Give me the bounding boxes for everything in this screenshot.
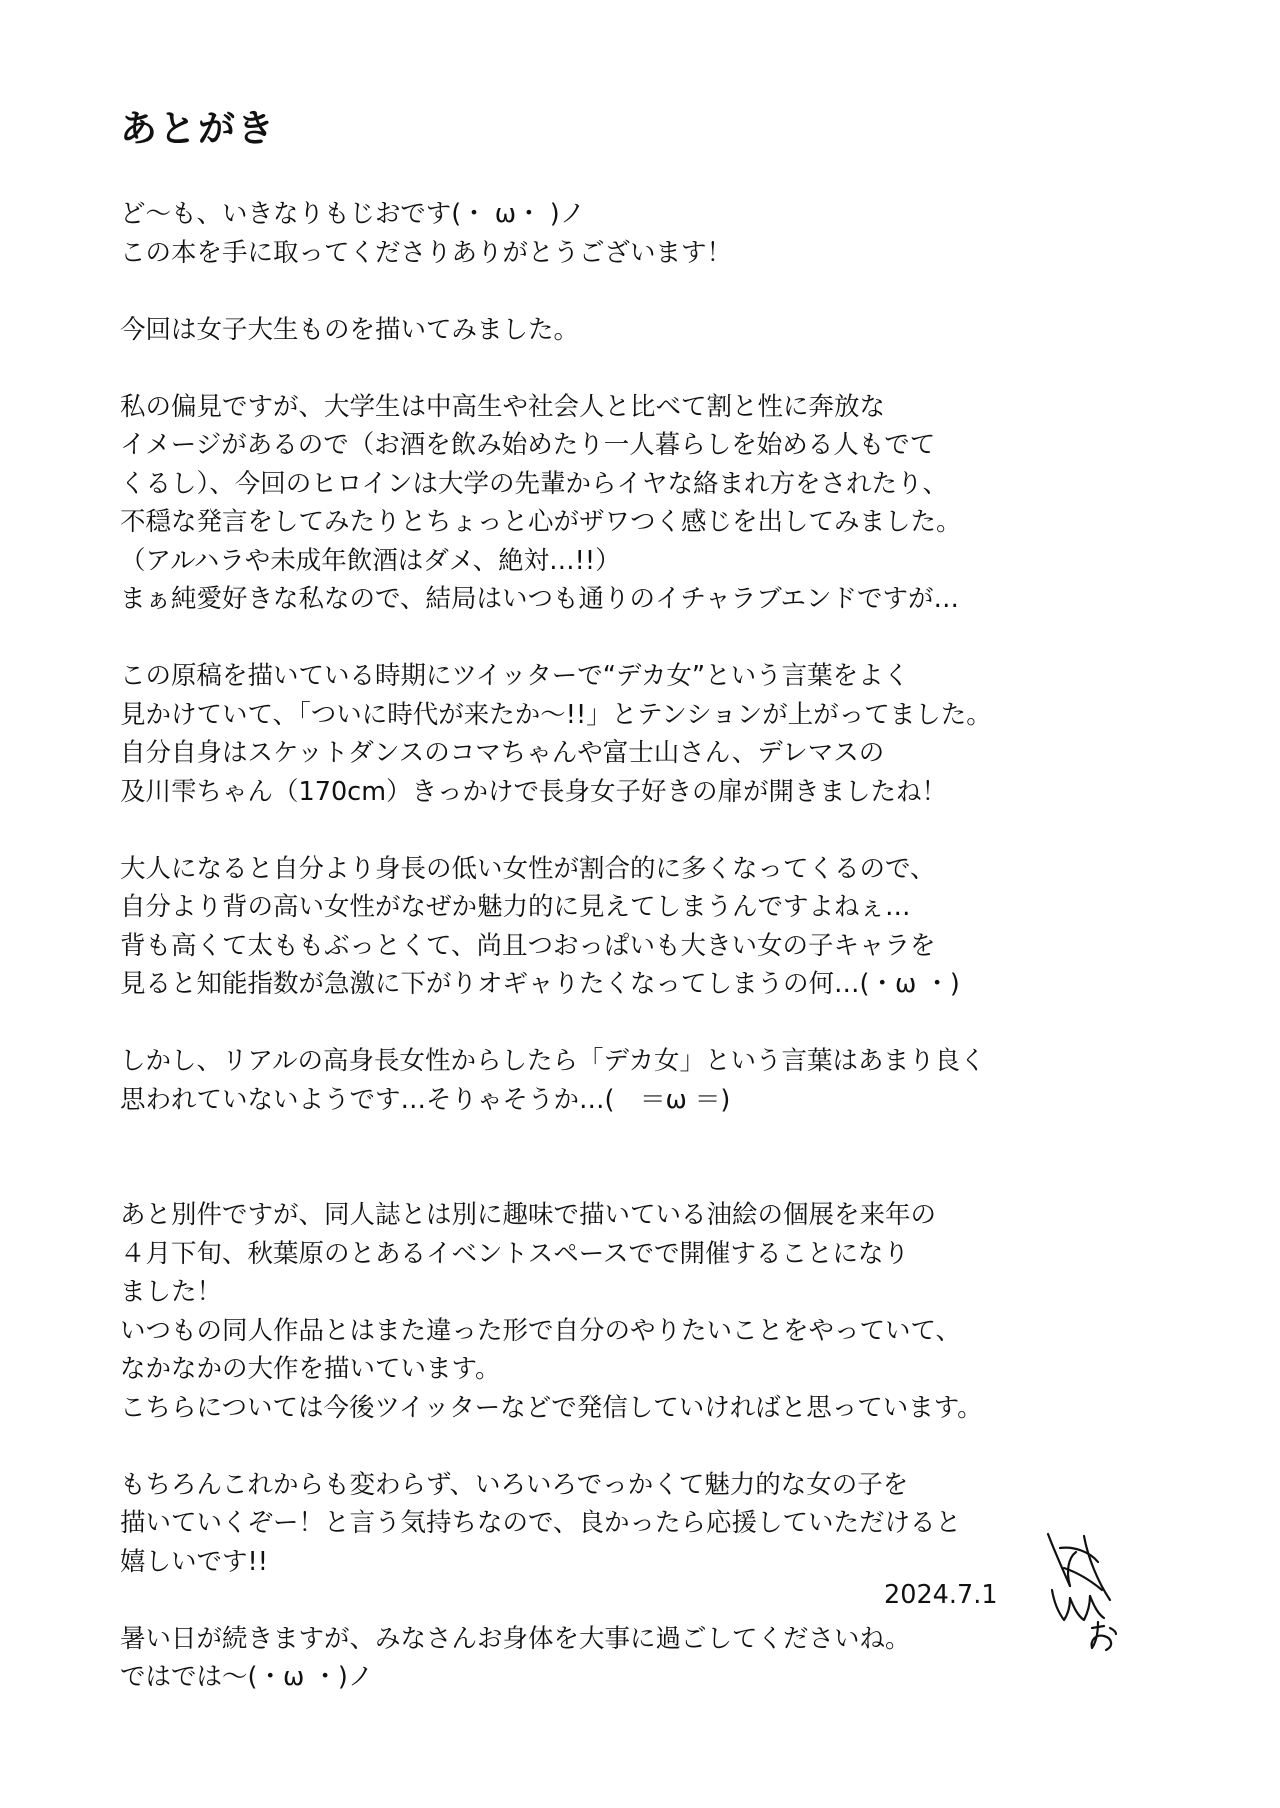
afterword-body [120, 195, 1200, 1697]
text-line: この原稿を描いている時期にツイッターで“デカ女”という言葉をよく [120, 661, 910, 691]
text-line: 不穏な発言をしてみたりとちょっと心がザワつく感じを出してみました。 [120, 507, 962, 537]
text-line: イメージがあるので（お酒を飲み始めたり一人暮らしを始める人もでて [120, 430, 936, 460]
text-line: 及川雫ちゃん（170cm）きっかけで長身女子好きの扉が開きましたね！ [120, 776, 948, 807]
handwritten-signature-icon [1040, 1528, 1120, 1658]
text-line: 自分自身はスケットダンスのコマちゃんや富士山さん、デレマスの [120, 738, 885, 768]
text-line: なかなかの大作を描いています。 [120, 1354, 501, 1384]
text-line: 背も高くて太ももぶっとくて、尚且つおっぱいも大きい女の子キャラを [120, 930, 936, 961]
text-line: ４月下旬、秋葉原のとあるイベントスペースでで開催することになり [120, 1238, 909, 1269]
text-line: 今回は女子大生ものを描いてみました。 [120, 314, 580, 345]
paragraph-gap [120, 811, 1200, 850]
paragraph-gap [120, 1427, 1200, 1466]
text-line: こちらについては今後ツイッターなどで発信していければと思っています。 [120, 1392, 983, 1423]
text-line: 暑い日が続きますが、みなさんお身体を大事に過ごしてくださいね。 [120, 1623, 911, 1654]
text-line: （アルハラや未成年飲酒はダメ、絶対…!!） [120, 545, 621, 576]
text-line: もちろんこれからも変わらず、いろいろでっかくて魅力的な女の子を [120, 1469, 909, 1500]
text-line: 描いていくぞー！と言う気持ちなので、良かったら応援していただけると [120, 1508, 961, 1538]
paragraph-gap [120, 619, 1200, 658]
paragraph-gap [120, 1581, 1200, 1620]
text-line: ではでは～(・ω ・)ノ [120, 1662, 374, 1692]
text-line: いつもの同人作品とはまた違った形で自分のやりたいことをやっていて、 [120, 1315, 961, 1346]
text-line: ました！ [120, 1277, 223, 1307]
text-line: 思われていないようです…そりゃそうか…( ＝ω ＝) [120, 1084, 731, 1115]
text-line: しかし、リアルの高身長女性からしたら「デカ女」という言葉はあまり良く [120, 1046, 986, 1076]
paragraph-gap [120, 272, 1200, 311]
date-text: 2024.7.1 [884, 1580, 998, 1610]
text-line: 見ると知能指数が急激に下がりオギャりたくなってしまうの何…(・ω ・) [120, 969, 960, 999]
text-line: あと別件ですが、同人誌とは別に趣味で描いている油絵の個展を来年の [120, 1200, 937, 1230]
text-line: 私の偏見ですが、大学生は中高生や社会人と比べて割と性に奔放な [120, 391, 886, 422]
text-line: 自分より背の高い女性がなぜか魅力的に見えてしまうんですよねぇ… [120, 892, 911, 922]
paragraph-gap [120, 349, 1200, 388]
text-line: 見かけていて、「ついに時代が来たか～!!」とテンションが上がってました。 [120, 699, 992, 730]
text-line: 嬉しいです!! [120, 1546, 268, 1577]
text-line: まぁ純愛好きな私なので、結局はいつも通りのイチャラブエンドですが… [120, 584, 959, 614]
text-line: くるし）、今回のヒロインは大学の先輩からイヤな絡まれ方をされたり、 [120, 468, 948, 499]
text-line: この本を手に取ってくださりありがとうございます！ [120, 237, 733, 268]
page-title: あとがき [120, 107, 276, 150]
text-line: 大人になると自分より身長の低い女性が割合的に多くなってくるので、 [120, 853, 936, 884]
paragraph-gap [120, 1119, 1200, 1196]
text-line: ど～も、いきなりもじおです(・ ω・ )ノ [120, 199, 586, 229]
paragraph-gap [120, 1004, 1200, 1043]
